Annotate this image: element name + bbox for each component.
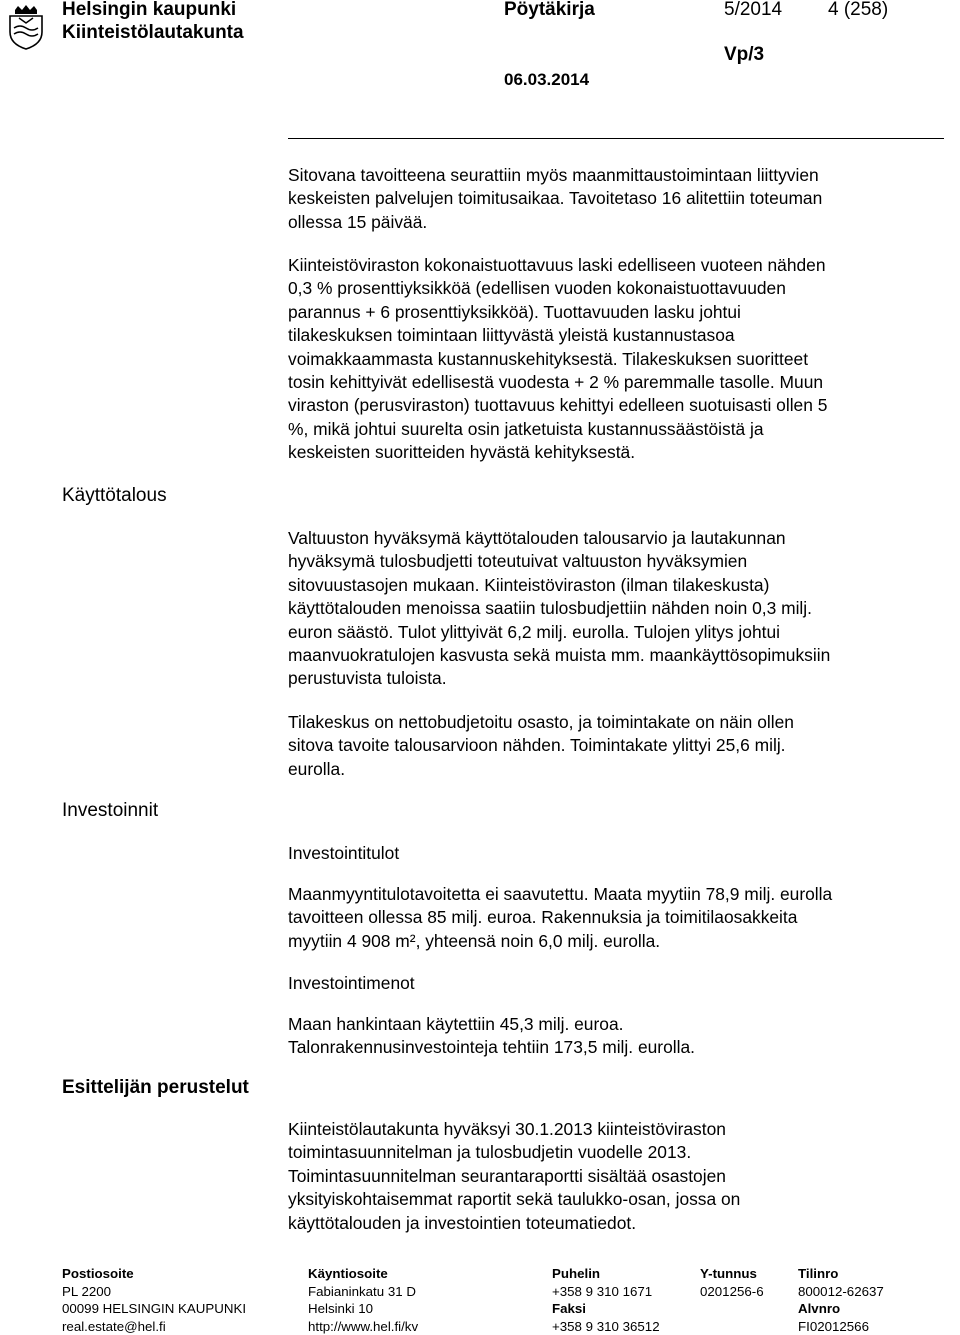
- paragraph: Tilakeskus on nettobudjetoitu osasto, ja toimintakate on näin ollen sitova tavoite talousarvioon nähden. Toimintakate ylittyi 25,6 milj. eurolla.: [288, 712, 794, 779]
- paragraph: Kiinteistöviraston kokonaistuottavuus laski edelliseen vuoteen nähden 0,3 % prosenttiyksikköä (edellisen vuoden kokonaistuottavuuden parannus + 6 prosenttiyksikköä). Tuottavuuden lasku johtui tilakeskuksen toimintaan liittyvästä yleistä kustannustasoa voimakkaammasta kustannuskehityksestä. Tilakeskuksen suoritteet tosin kehittyivät edellisestä vuodesta + 2 % paremmalle tasolle. Muun viraston (perusviraston) tuottavuus kehittyi edelleen suotuisasti ollen 5 %, mikä johtui suurelta osin jatketuista kustannussäästöistä ja keskeisten suoritteiden hyvästä kehityksestä.: [288, 255, 828, 463]
- subheading-investment-expenses: Investointimenot: [288, 973, 415, 993]
- paragraph: Maanmyyntitulotavoitetta ei saavutettu. Maata myytiin 78,9 milj. eurolla tavoitteen ollessa 85 milj. euroa. Rakennuksia ja toimitilaosakkeita myytiin 4 908 m², yhteensä noin 6,0 milj. eurolla.: [288, 884, 833, 951]
- footer-visiting-address: Käyntiosoite Fabianinkatu 31 D Helsinki 10 http://www.hel.fi/kv: [308, 1266, 419, 1334]
- header-divider: [288, 138, 944, 139]
- footer-account-vat: Tilinro 800012-62637 Alvnro FI02012566: [798, 1266, 884, 1334]
- paragraph: Maan hankintaan käytettiin 45,3 milj. euroa. Talonrakennusinvestointeja tehtiin 173,5 milj. eurolla.: [288, 1014, 695, 1058]
- paragraph: Valtuuston hyväksymä käyttötalouden talousarvio ja lautakunnan hyväksymä tulosbudjetti toteutuivat valtuuston hyväksymien sitovuustasojen mukaan. Kiinteistöviraston (ilman tilakeskusta) käyttötalouden menoissa saatiin tulosbudjettiin nähden noin 0,3 milj. euron säästö. Tulot ylittyivät 6,2 milj. eurolla. Tulojen ylitys johtui maanvuokratulojen kasvusta sekä muista mm. maankäyttösopimuksiin perustuvista tuloista.: [288, 528, 831, 689]
- doc-type: Pöytäkirja: [504, 0, 595, 20]
- meeting-date: 06.03.2014: [504, 70, 590, 89]
- footer-phone-fax: Puhelin +358 9 310 1671 Faksi +358 9 310 36512: [552, 1266, 660, 1334]
- subheading-investment-income: Investointitulot: [288, 843, 400, 863]
- page-count: 4 (258): [828, 0, 889, 20]
- heading-rationale: Esittelijän perustelut: [62, 1077, 249, 1098]
- footer-email-link[interactable]: real.estate@hel.fi: [62, 1318, 166, 1334]
- heading-investments: Investoinnit: [62, 800, 159, 821]
- section-code: Vp/3: [724, 44, 765, 65]
- helsinki-crest-icon: [6, 4, 46, 50]
- footer-web-link[interactable]: http://www.hel.fi/kv: [308, 1318, 419, 1334]
- paragraph: Sitovana tavoitteena seurattiin myös maanmittaustoimintaan liittyvien keskeisten palvelujen toimitusaikaa. Tavoitetaso 16 alitettiin toteuman ollessa 15 päivää.: [288, 165, 823, 232]
- paragraph: Kiinteistölautakunta hyväksyi 30.1.2013 kiinteistöviraston toimintasuunnitelman ja tulosbudjetin vuodelle 2013. Toimintasuunnitelman seurantaraportti sisältää osastojen yksityiskohtaisemmat raportit sekä taulukko-osan, jossa on käyttötalouden ja investointien toteumatiedot.: [288, 1119, 741, 1233]
- heading-operating-economy: Käyttötalous: [62, 485, 167, 506]
- footer-postal-address: Postiosoite PL 2200 00099 HELSINGIN KAUPUNKI real.estate@hel.fi: [62, 1266, 247, 1334]
- board-name: Kiinteistölautakunta: [62, 22, 244, 43]
- footer-business-id: Y-tunnus 0201256-6: [700, 1266, 764, 1299]
- doc-number: 5/2014: [724, 0, 783, 20]
- org-name: Helsingin kaupunki: [62, 0, 237, 20]
